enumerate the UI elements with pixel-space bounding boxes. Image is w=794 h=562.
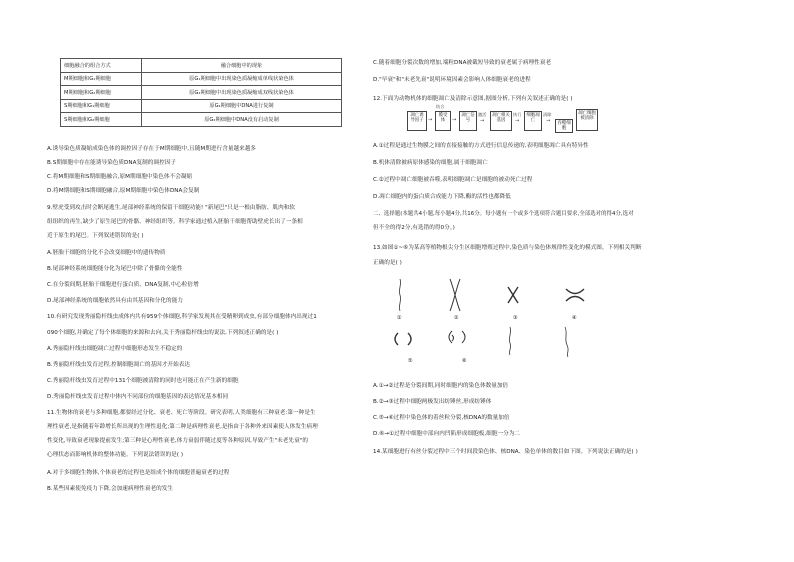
- arrow-right-icon: →: [480, 118, 485, 124]
- text-line: C.在分裂间期,胚胎干细胞进行蛋白质、DNA复制,中心粒倍增: [47, 282, 199, 288]
- flow-box: 凋亡细胞被清除: [576, 109, 598, 131]
- chromosome-6-icon: [449, 331, 465, 343]
- table-header-cell: 细胞融合的组合方式: [61, 59, 142, 73]
- table-cell: M期细胞和G₂期细胞: [61, 86, 142, 100]
- text-line: 心理状态而影响机体的整体功能。下列说法错误的是( ): [47, 452, 184, 458]
- arrow-right-icon: →: [546, 118, 551, 124]
- text-line: A.秀丽隐杆线虫细胞凋亡过程中细胞形态发生不稳定的: [47, 346, 183, 352]
- arrow-right-icon: →: [452, 117, 457, 123]
- table-row: [61, 72, 342, 86]
- text-line: 9.壁虎受到攻击时会断尾逃生,尾部神经系统的保留干细胞功能! "新尾巴"只是一根由脂肪、肌肉和软: [47, 205, 296, 211]
- text-line: A.诱导染色质凝缩成染色体的调控因子存在于M期细胞中,且随M期进行含量越来越多: [47, 146, 257, 152]
- table-cell: 原G₂期细胞中DNA没有启动复制: [142, 113, 342, 127]
- section-heading: 二、选择题(本题共4小题,每小题4分,共16分。每小题有一个或多个选项符合题目要求,全部选对的得4分,选对: [373, 211, 634, 217]
- flow-label: 执行: [513, 112, 522, 117]
- text-line: D.将M期细胞和S期细胞融合,原M期细胞中染色体DNA会复制: [47, 188, 200, 194]
- text-line: A.对于多细胞生物体,个体衰老的过程也是组成个体的细胞普遍衰老的过程: [47, 470, 230, 476]
- text-line: 组组织的再生,缺少了原生尾巴的骨骼、神经组织等。科学家通过植入胚胎干细胞帮助壁虎长出了一条相: [47, 219, 303, 225]
- text-line: 性变化,导致衰老现象提前发生;第三种是心理性衰老,体力衰弱伴随过度等各种原因,导致产生"未老先衰"的: [47, 438, 308, 444]
- text-line: A.①→②过程是分裂间期,同时细胞内的染色体数量加倍: [373, 383, 509, 389]
- text-line: D.凋亡细胞内的蛋白质合成能力下降,酶的活性也都降低: [373, 194, 511, 200]
- table-cell: 原G₁期细胞中DNA进行复制: [142, 99, 342, 113]
- table-cell: 原G₂期细胞中出现染色质凝缩成双线状染色体: [142, 86, 342, 100]
- table-row: [61, 99, 342, 113]
- arrow-right-icon: →: [428, 117, 433, 123]
- text-line: B.S期细胞中存在能诱导染色质DNA复制的调控因子: [47, 160, 177, 166]
- chromosome-4-icon: [566, 289, 584, 301]
- flow-box: 吞噬细胞: [555, 119, 573, 133]
- text-line: C.将M期细胞和S期细胞融合,原M期细胞中染色体不会凝缩: [47, 174, 193, 180]
- figure-label: ④: [572, 315, 577, 321]
- chromosome-figure: [390, 275, 620, 370]
- figure-label: ①: [397, 315, 402, 321]
- table-header-row: [61, 59, 342, 73]
- text-line: A.胚胎干细胞的分化不会改变细胞中的遗传物质: [47, 250, 166, 256]
- text-line: B.②→③过程中细胞两极发出纺锤丝,形成纺锤体: [373, 399, 492, 405]
- table-header-cell: 融合细胞中的现象: [142, 59, 342, 73]
- text-line: C.②过程中凋亡细胞被吞噬,表明细胞凋亡是细胞的被动死亡过程: [373, 177, 533, 183]
- table-row: [61, 86, 342, 100]
- figure-label: ⑥: [462, 358, 467, 364]
- text-line: C.⑤→⑥过程中染色体的着丝粒分裂,核DNA的数量加倍: [373, 415, 510, 421]
- fusion-table: [60, 58, 342, 127]
- text-line: D."早衰"和"未老先衰"说明环境因素会影响人体细胞衰老的进程: [373, 77, 531, 83]
- text-line: D.秀丽隐杆线虫发育过程中体内不同部位的细胞基因的表达情况基本相同: [47, 394, 229, 400]
- figure-label: ⑤: [408, 358, 413, 364]
- text-line: 13.如图①~⑥为某高等植物根尖分生区细胞增殖过程中,染色质与染色体规律性变化的模式图。下列相关判断: [373, 245, 642, 251]
- figure-label: ②: [454, 315, 459, 321]
- text-line: B.秀丽隐杆线虫发育过程,控制细胞凋亡的基因才开始表达: [47, 362, 190, 368]
- text-line: B.某些因素使免疫力下降,会加速病理性衰老的发生: [47, 486, 174, 492]
- flow-label: 激活: [478, 112, 487, 117]
- chromosome-5-icon: [395, 333, 411, 345]
- table-cell: 原G₁期细胞中出现染色质凝缩成单线状染色体: [142, 72, 342, 86]
- text-line: 10.有研究发现秀丽隐杆线虫成体内共有959个体细胞,科学家发现其在受精卵到成虫,有部分细胞体内出现过1: [47, 314, 317, 320]
- arrow-right-icon: →: [515, 118, 520, 124]
- chromatin-icon: [509, 327, 568, 357]
- table-cell: S期细胞和G₁期细胞: [61, 99, 142, 113]
- table-cell: M期细胞和G₁期细胞: [61, 72, 142, 86]
- text-line: C.随着细胞分裂次数的增加,端粒DNA被截短导致的衰老属于病理性衰老: [373, 60, 552, 66]
- text-line: 但不全的得2分,有选错的得0分。): [373, 225, 455, 231]
- chromosome-1-icon: [399, 279, 400, 311]
- text-line: 12.下面为动物机体的细胞凋亡及清除示意图,据图分析,下列有关叙述正确的是( ): [373, 96, 573, 102]
- text-line: 近于原生的尾巴。下列叙述错误的是( ): [47, 233, 144, 239]
- text-line: 14.某细胞进行有丝分裂过程中三个时间段染色体、核DNA、染色单体的数目如下图。下列说法正确的是( ): [373, 449, 638, 455]
- flow-box: 凋亡信号: [459, 111, 477, 131]
- text-line: D.⑥→①过程中细胞中部向内凹陷形成细胞板,细胞一分为二: [373, 431, 521, 437]
- flow-box: 细胞凋亡: [524, 111, 542, 131]
- flow-label: 结合: [436, 104, 445, 109]
- chromosome-3-icon: [508, 287, 518, 303]
- table-row: [61, 113, 342, 127]
- text-line: 理性衰老,是指随着年龄增长所出现的生理性退化;第二种是病理性衰老,是指由于各种外来因素使人体发生病理: [47, 424, 318, 430]
- text-line: A.①过程是通过生物膜之间的直接接触的方式进行信息传递的,表明细胞凋亡具有特异性: [373, 143, 589, 149]
- flow-box: 凋亡相关基因: [490, 111, 512, 131]
- table-cell: S期细胞和G₂期细胞: [61, 113, 142, 127]
- text-line: 正确的是( ): [373, 260, 402, 266]
- text-line: 090个细胞,并确定了每个体细胞的来源和去向,关于秀丽隐杆线虫的说法,下列叙述正确的是( ): [47, 330, 279, 336]
- text-line: 11.生物体的衰老与多种细胞,都要经过分化、衰老、死亡等阶段。研究表明,人类细胞有三种衰老:第一种是生: [47, 410, 316, 416]
- text-line: B.尾部神经系统细胞能分化为尾巴中除了骨骼的全能性: [47, 266, 183, 272]
- figure-label: ③: [513, 315, 518, 321]
- flow-label: 清除: [543, 112, 552, 117]
- flow-box: 凋亡诱导因子: [407, 111, 427, 131]
- chromosome-2-icon: [450, 279, 460, 311]
- text-line: B.机体清除被病原体感染的细胞,属于细胞凋亡: [373, 160, 488, 166]
- flow-box: 膜受体: [435, 111, 451, 131]
- text-line: C.秀丽隐杆线虫发育过程中131个细胞被清除的同时也可能正在产生新的细胞: [47, 378, 239, 384]
- text-line: D.尾部神经系统的细胞依然具有由其基因和分化的能力: [47, 298, 183, 304]
